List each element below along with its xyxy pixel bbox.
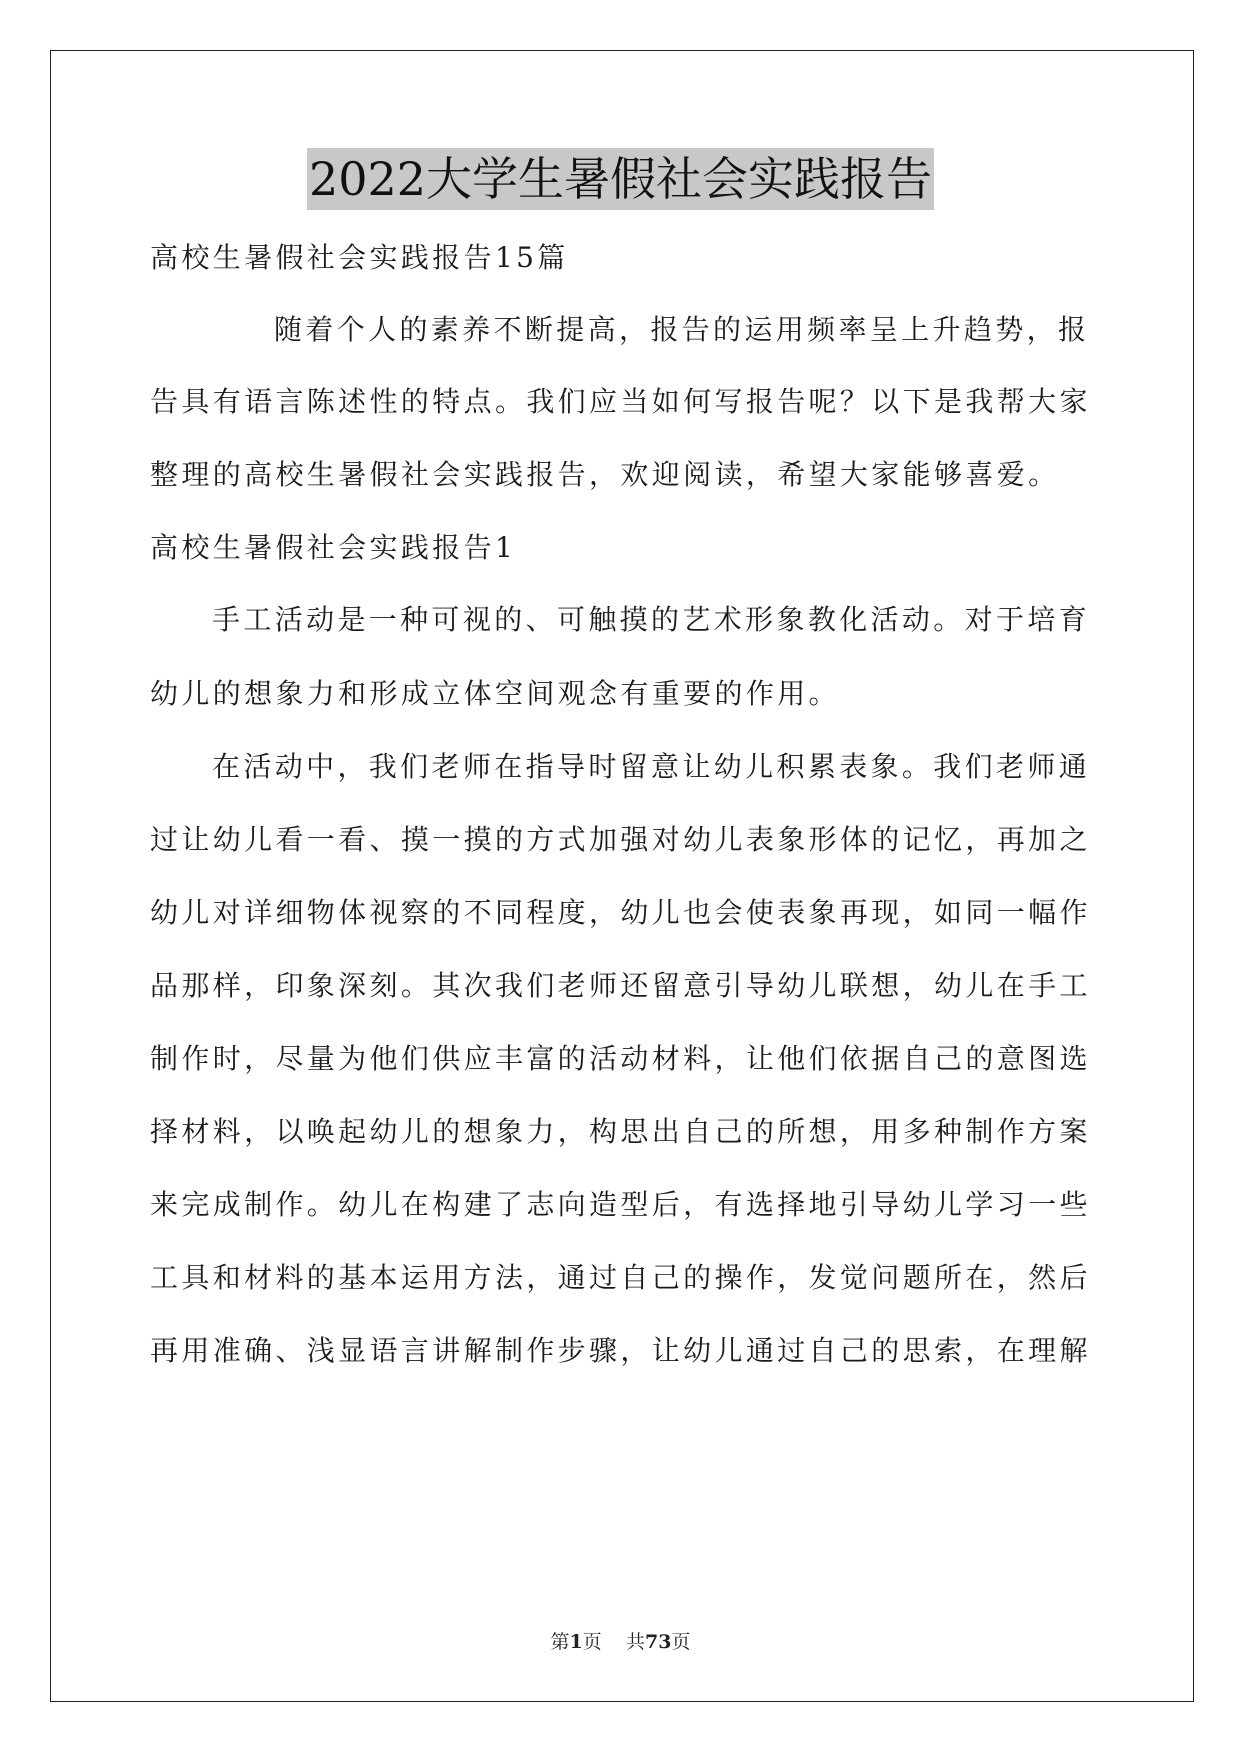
footer-total-pages: 73: [644, 1631, 672, 1653]
footer-total-prefix: 共: [625, 1631, 645, 1653]
page-border: [50, 50, 1194, 1702]
paragraph-line: 制作时，尽量为他们供应丰富的活动材料，让他们依据自己的意图选: [150, 1042, 1091, 1075]
section-heading: 高校生暑假社会实践报告1: [150, 531, 517, 564]
intro-line: 告具有语言陈述性的特点。我们应当如何写报告呢？以下是我帮大家: [150, 385, 1091, 418]
paragraph-line: 来完成制作。幼儿在构建了志向造型后，有选择地引导幼儿学习一些: [150, 1188, 1091, 1221]
paragraph-line: 择材料，以唤起幼儿的想象力，构思出自己的所想，用多种制作方案: [150, 1115, 1091, 1148]
title-container: [0, 148, 1241, 210]
paragraph-line: 手工活动是一种可视的、可触摸的艺术形象教化活动。对于培育: [212, 603, 1091, 636]
paragraph-line: 幼儿对详细物体视察的不同程度，幼儿也会使表象再现，如同一幅作: [150, 896, 1091, 929]
document-title: 2022大学生暑假社会实践报告: [307, 148, 934, 210]
page-footer: [0, 1630, 1241, 1654]
footer-total-suffix: 页: [671, 1631, 691, 1653]
footer-page-suffix: 页: [582, 1631, 602, 1653]
footer-prefix: 第: [550, 1631, 570, 1653]
paragraph-line: 幼儿的想象力和形成立体空间观念有重要的作用。: [150, 677, 840, 710]
footer-page-number: 1: [569, 1631, 583, 1653]
paragraph-line: 在活动中，我们老师在指导时留意让幼儿积累表象。我们老师通: [212, 750, 1091, 783]
paragraph-line: 工具和材料的基本运用方法，通过自己的操作，发觉问题所在，然后: [150, 1261, 1091, 1294]
intro-line: 整理的高校生暑假社会实践报告，欢迎阅读，希望大家能够喜爱。: [150, 458, 1060, 491]
paragraph-line: 过让幼儿看一看、摸一摸的方式加强对幼儿表象形体的记忆，再加之: [150, 823, 1091, 856]
paragraph-line: 再用准确、浅显语言讲解制作步骤，让幼儿通过自己的思索，在理解: [150, 1334, 1091, 1367]
intro-line: 随着个人的素养不断提高，报告的运用频率呈上升趋势，报: [274, 313, 1090, 346]
subtitle: 高校生暑假社会实践报告15篇: [150, 241, 569, 274]
paragraph-line: 品那样，印象深刻。其次我们老师还留意引导幼儿联想，幼儿在手工: [150, 969, 1091, 1002]
